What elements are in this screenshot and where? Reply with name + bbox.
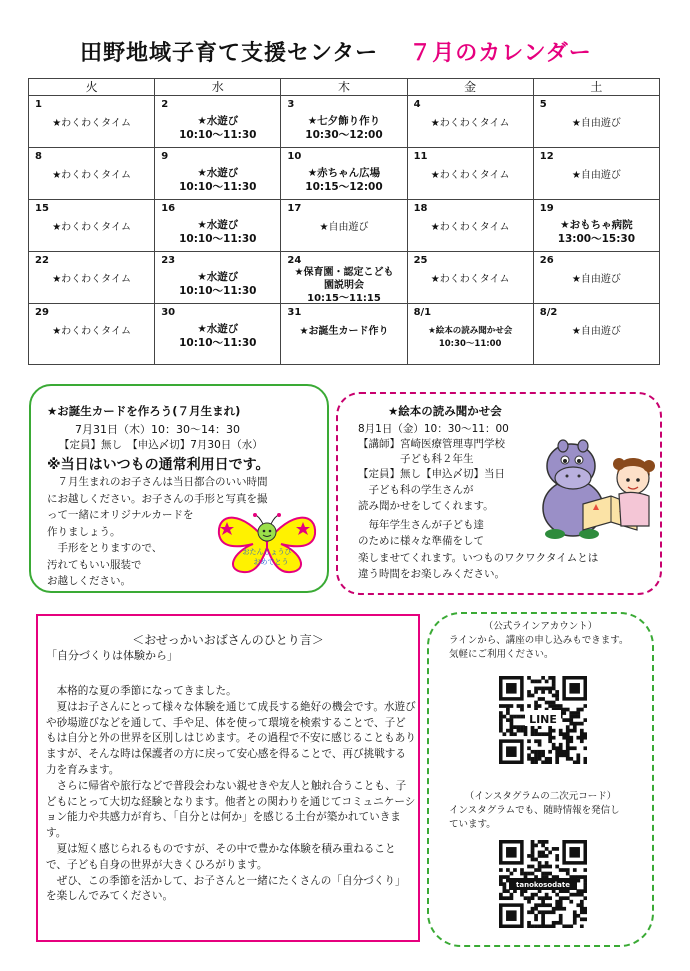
day-event: [283, 266, 404, 305]
weekday-sat: 土: [533, 79, 659, 96]
line-text: 気軽にご利用ください。: [449, 649, 554, 660]
event-line: ★水遊び: [197, 271, 239, 283]
calendar-day-cell: [407, 96, 533, 148]
calendar-day-cell: [533, 252, 659, 304]
day-event: [283, 325, 404, 339]
calendar-day-cell: [281, 252, 407, 304]
line-qr-code-icon[interactable]: [499, 676, 587, 764]
event-line: ★わくわくタイム: [52, 222, 131, 233]
event-line: 10:10～11:30: [179, 129, 257, 141]
event-line: 10:30～11:00: [438, 339, 502, 349]
day-number: 8/2: [539, 307, 558, 318]
day-event: [157, 218, 278, 246]
day-number: 1: [35, 99, 42, 110]
day-event: [157, 322, 278, 350]
day-number: 22: [35, 255, 49, 266]
day-event: [157, 114, 278, 142]
day-event: [536, 273, 657, 287]
event-line: ★自由遊び: [571, 118, 621, 129]
calendar-day-cell: [281, 200, 407, 252]
day-event: [31, 221, 152, 235]
column-paragraph: さらに帰省や旅行などで普段会わない親せきや友人と触れ合うことも、子どもにとって大切な経験となります。他者との関わりを通じてコミュニケーション能力や共感力が育ち、「自分とは何か」を感じる土台が築かれていきます。: [46, 779, 416, 840]
calendar-day-cell: [533, 96, 659, 148]
calendar-day-cell: [407, 252, 533, 304]
weekday-header-row: [29, 79, 660, 96]
day-number: 2: [161, 99, 169, 110]
birthday-line: って一緒にオリジナルカードを: [47, 509, 194, 521]
calendar-day-cell: [533, 148, 659, 200]
birthday-line: 手形をとりますので、: [47, 542, 163, 554]
birthday-line: お越しください。: [47, 575, 131, 587]
instagram-qr-code-icon[interactable]: [499, 840, 587, 928]
day-event: [31, 169, 152, 183]
day-number: 4: [413, 99, 421, 110]
event-line: ★自由遊び: [571, 326, 621, 337]
birthday-date: 7月31日（木）10：30～14：30: [75, 423, 240, 436]
day-event: [31, 117, 152, 131]
column-body: [46, 684, 416, 905]
birthday-line: にお越しください。お子さんの手形と写真を撮: [47, 492, 268, 505]
event-line: ★わくわくタイム: [430, 274, 510, 285]
event-line: ★わくわくタイム: [52, 170, 131, 181]
day-event: [283, 166, 404, 194]
day-number: 11: [413, 151, 428, 162]
day-event: [410, 273, 531, 287]
event-line: ★自由遊び: [319, 222, 369, 233]
calendar-day-cell: [29, 200, 155, 252]
day-number: 17: [287, 203, 302, 214]
day-event: [31, 325, 152, 339]
day-event: [536, 117, 657, 131]
event-line: 10:10～11:30: [179, 233, 257, 245]
event-line: 10:15～12:00: [305, 181, 383, 193]
event-line: ★自由遊び: [571, 170, 621, 181]
day-event: [410, 325, 531, 351]
line-text: ラインから、講座の申し込みもできます。: [449, 635, 629, 646]
page-title: [80, 36, 640, 68]
day-number: 19: [539, 203, 554, 214]
event-line: ★おもちゃ病院: [560, 219, 633, 231]
calendar-day-cell: [155, 148, 281, 200]
event-line: 10:10～11:30: [179, 285, 257, 297]
column-title: ＜おせっかいおばさんのひとり言＞: [132, 633, 324, 647]
column-paragraph: 本格的な夏の季節になってきました。: [46, 685, 237, 697]
instagram-handle-text: tanokosodate: [516, 881, 570, 889]
day-number: 8/1: [413, 307, 432, 318]
calendar-day-cell: [533, 304, 659, 365]
picture-book-box: [336, 392, 662, 595]
day-number: 12: [539, 151, 554, 162]
day-event: [410, 221, 531, 235]
calendar-day-cell: [155, 200, 281, 252]
day-number: 5: [539, 99, 547, 110]
calendar-day-cell: [29, 304, 155, 365]
calendar-week-row: [29, 304, 660, 365]
calendar-day-cell: [407, 200, 533, 252]
day-number: 8: [35, 151, 42, 162]
day-number: 3: [287, 99, 295, 110]
event-line: ★保育園・認定こども: [294, 267, 394, 278]
picture-book-line: 【定員】無し【申込〆切】当日: [358, 468, 505, 480]
instagram-text: ています。: [449, 819, 496, 830]
birthday-line: 汚れてもいい服装で: [47, 558, 142, 571]
calendar-day-cell: [407, 304, 533, 365]
day-number: 18: [413, 203, 428, 214]
day-number: 15: [35, 203, 49, 214]
day-event: [31, 273, 152, 287]
calendar-title: ７月のカレンダー: [409, 41, 592, 66]
day-event: [157, 270, 278, 298]
picture-book-line: 違う時間をお楽しみください。: [358, 568, 505, 580]
picture-book-line: 読み聞かせをしてくれます。: [358, 500, 494, 512]
butterfly-badge-icon: [213, 508, 321, 576]
event-line: ★自由遊び: [571, 274, 621, 285]
weekday-tue: 火: [29, 79, 155, 96]
day-number: 30: [161, 307, 176, 318]
day-number: 23: [161, 255, 176, 266]
event-line: ★わくわくタイム: [430, 170, 510, 181]
event-line: 10:10～11:30: [179, 181, 257, 193]
day-event: [157, 166, 278, 194]
day-number: 9: [161, 151, 169, 162]
picture-book-line: のために様々な準備をして: [358, 535, 484, 547]
birthday-notice: ※当日はいつもの通常利用日です。: [47, 457, 270, 473]
weekday-thu: 木: [281, 79, 407, 96]
birthday-line: 作りましょう。: [47, 525, 121, 538]
badge-text-line1: おたんじょうび: [242, 548, 292, 556]
column-box: [36, 614, 420, 942]
event-line: ★七夕飾り作り: [307, 115, 381, 127]
birthday-title: ★お誕生カードを作ろう(７月生まれ): [47, 404, 241, 418]
event-line: ★わくわくタイム: [52, 326, 131, 337]
day-number: 16: [161, 203, 176, 214]
birthday-line: ７月生まれのお子さんは当日都合のいい時間: [47, 476, 268, 488]
calendar-table: [28, 78, 660, 365]
event-line: 10:15～11:15: [307, 293, 381, 304]
badge-text-line2: おめでとう: [253, 558, 289, 566]
event-line: ★わくわくタイム: [52, 274, 131, 285]
calendar-day-cell: [281, 304, 407, 365]
calendar-day-cell: [29, 148, 155, 200]
calendar-day-cell: [155, 304, 281, 365]
calendar-day-cell: [281, 96, 407, 148]
column-paragraph: 夏はお子さんにとって様々な体験を通じて成長する絶好の機会です。水遊びや砂場遊びなどを通して、手や足、体を使って環境を検索することで、子どもは自分と外の世界を区別しはじめます。その過程で不安に感じることもありますが、そんな時は保護者の方に戻って安心感を得ることで、再び挑戦する力を育みます。: [46, 700, 416, 776]
picture-book-line: 【講師】宮崎医療管理専門学校: [358, 438, 505, 450]
day-number: 24: [287, 255, 302, 266]
event-line: ★水遊び: [197, 115, 239, 127]
calendar-day-cell: [155, 252, 281, 304]
calendar-day-cell: [29, 252, 155, 304]
calendar-day-cell: [533, 200, 659, 252]
weekday-wed: 水: [155, 79, 281, 96]
calendar-week-row: [29, 252, 660, 304]
event-line: ★水遊び: [197, 219, 239, 231]
event-line: ★お誕生カード作り: [299, 326, 389, 337]
calendar-day-cell: [407, 148, 533, 200]
column-paragraph: ぜひ、この季節を活かして、お子さんと一緒にたくさんの「自分づくり」を楽しんでみてください。: [46, 874, 406, 903]
picture-book-line: 子ども科の学生さんが: [358, 484, 474, 496]
birthday-card-box: [29, 384, 329, 593]
instagram-heading: （インスタグラムの二次元コード）: [464, 791, 617, 802]
calendar-day-cell: [29, 96, 155, 148]
event-line: ★赤ちゃん広場: [307, 167, 381, 179]
instagram-text: インスタグラムでも、随時情報を発信し: [449, 805, 620, 816]
day-number: 10: [287, 151, 302, 162]
line-heading: （公式ラインアカウント）: [483, 621, 598, 632]
event-line: 10:10～11:30: [179, 337, 257, 349]
event-line: 13:00～15:30: [557, 233, 636, 245]
day-event: [536, 169, 657, 183]
day-event: [283, 114, 404, 142]
picture-book-line: 子ども科２年生: [358, 453, 474, 465]
event-line: ★わくわくタイム: [430, 222, 510, 233]
birthday-capacity: 【定員】無し 【申込〆切】7月30日（水）: [59, 439, 263, 451]
center-name: 田野地域子育て支援センター: [80, 41, 379, 66]
column-paragraph: 夏は短く感じられるものですが、その中で豊かな体験を積み重ねることで、子ども自身の世界が大きくひろがります。: [46, 842, 396, 871]
day-event: [536, 218, 657, 246]
event-line: ★水遊び: [197, 167, 239, 179]
picture-book-line: 毎年学生さんが子ども達: [358, 519, 484, 531]
event-line: ★絵本の読み聞かせ会: [428, 326, 513, 336]
picture-book-line: 楽しませてくれます。いつものワクワクタイムとは: [358, 552, 599, 564]
day-number: 26: [539, 255, 554, 266]
event-line: 園説明会: [323, 280, 364, 291]
calendar-day-cell: [155, 96, 281, 148]
column-subtitle: 「自分づくりは体験から」: [46, 649, 178, 662]
day-number: 31: [287, 307, 302, 318]
picture-book-title: ★絵本の読み聞かせ会: [388, 404, 502, 418]
qr-code-box: [427, 612, 654, 947]
event-line: ★水遊び: [197, 323, 239, 335]
event-line: ★わくわくタイム: [430, 118, 510, 129]
day-event: [283, 221, 404, 235]
calendar-week-row: [29, 96, 660, 148]
day-event: [410, 117, 531, 131]
event-line: ★わくわくタイム: [52, 118, 131, 129]
calendar-week-row: [29, 200, 660, 252]
event-line: 10:30～12:00: [305, 129, 383, 141]
day-number: 25: [413, 255, 428, 266]
calendar-week-row: [29, 148, 660, 200]
picture-book-line: 8月1日（金）10：30～11：00: [358, 423, 509, 435]
hippo-reading-illustration-icon: [533, 430, 661, 542]
line-logo-text: LINE: [529, 713, 557, 726]
weekday-fri: 金: [407, 79, 533, 96]
calendar-day-cell: [281, 148, 407, 200]
day-event: [536, 325, 657, 339]
day-number: 29: [35, 307, 49, 318]
calendar-body: [29, 96, 660, 365]
day-event: [410, 169, 531, 183]
